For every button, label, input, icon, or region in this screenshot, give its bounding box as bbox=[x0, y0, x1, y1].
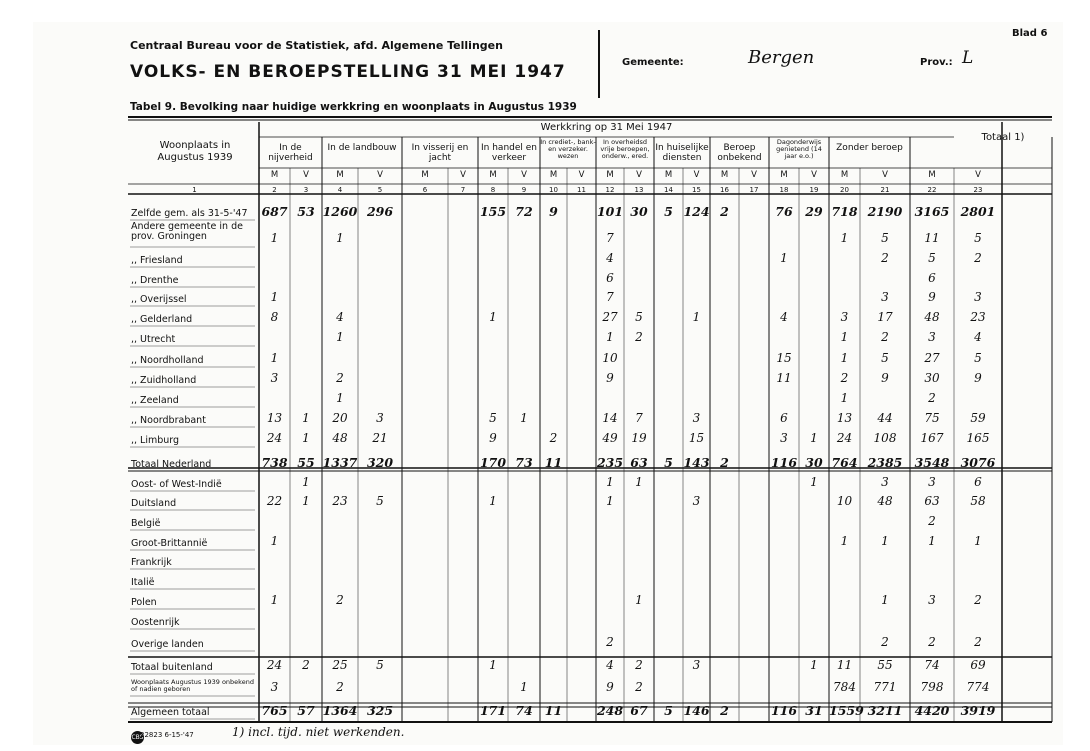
cell-r12-c10: 2 bbox=[549, 431, 558, 445]
row-label-4: ,, Drenthe bbox=[131, 275, 179, 286]
cell-r1-c9: 72 bbox=[515, 204, 533, 219]
cell-r12-c19: 1 bbox=[810, 431, 818, 445]
cell-r9-c4: 2 bbox=[336, 371, 344, 385]
cell-r9-c22: 30 bbox=[924, 371, 940, 385]
cell-r7-c4: 1 bbox=[336, 330, 344, 344]
cell-r3-c23: 2 bbox=[974, 251, 982, 265]
cell-r7-c20: 1 bbox=[840, 330, 849, 344]
row-label-20: Polen bbox=[131, 597, 157, 608]
cell-r11-c5: 3 bbox=[376, 411, 384, 425]
cell-r13-c19: 30 bbox=[805, 455, 823, 470]
cell-r13-c10: 11 bbox=[544, 455, 563, 470]
cell-r8-c20: 1 bbox=[840, 351, 849, 365]
cell-r6-c20: 3 bbox=[840, 310, 849, 324]
cell-r24-c9: 1 bbox=[520, 680, 528, 694]
group-header-6: In overheidsd vrije beroepen, onderw., ered. bbox=[600, 138, 650, 160]
cell-r9-c2: 3 bbox=[270, 371, 279, 385]
cell-r14-c3: 1 bbox=[302, 475, 310, 489]
cell-r13-c13: 63 bbox=[630, 455, 648, 470]
mv-label-15: V bbox=[693, 170, 700, 180]
cell-r25-c23: 3919 bbox=[960, 703, 996, 718]
cell-r17-c2: 1 bbox=[270, 534, 279, 548]
cell-r23-c21: 55 bbox=[877, 658, 893, 672]
cell-r25-c22: 4420 bbox=[914, 703, 950, 718]
row-label-2: Andere gemeente in de prov. Groningen bbox=[131, 221, 243, 242]
cell-r12-c12: 49 bbox=[602, 431, 618, 445]
cell-r12-c21: 108 bbox=[873, 431, 897, 445]
cell-r25-c14: 5 bbox=[664, 703, 673, 718]
cell-r7-c23: 4 bbox=[974, 330, 982, 344]
cell-r3-c18: 1 bbox=[780, 251, 788, 265]
cell-r24-c12: 9 bbox=[606, 680, 614, 694]
cell-r20-c13: 1 bbox=[635, 593, 643, 607]
cell-r12-c15: 15 bbox=[688, 431, 705, 445]
cell-r20-c2: 1 bbox=[270, 593, 279, 607]
cell-r1-c8: 155 bbox=[479, 204, 507, 219]
cell-r14-c23: 6 bbox=[974, 475, 982, 489]
col-number-5: 5 bbox=[377, 186, 383, 194]
cell-r6-c2: 8 bbox=[270, 310, 279, 324]
cell-r25-c10: 11 bbox=[544, 703, 563, 718]
cell-r13-c2: 738 bbox=[261, 455, 288, 470]
row-label-14: Oost- of West-Indië bbox=[131, 479, 222, 490]
cell-r4-c12: 6 bbox=[606, 271, 614, 285]
total-header: Totaal 1) bbox=[981, 132, 1025, 143]
row-label-22: Overige landen bbox=[131, 639, 204, 650]
cell-r12-c20: 24 bbox=[836, 431, 853, 445]
cell-r12-c22: 167 bbox=[920, 431, 944, 445]
col-number-15: 15 bbox=[692, 186, 701, 194]
row-label-19: Italië bbox=[131, 577, 155, 588]
mv-label-18: M bbox=[780, 170, 788, 180]
cell-r11-c18: 6 bbox=[780, 411, 788, 425]
mv-label-2: M bbox=[270, 170, 279, 180]
cell-r1-c20: 718 bbox=[831, 204, 858, 219]
row-label-21: Oostenrijk bbox=[131, 617, 180, 628]
mv-label-22: M bbox=[928, 170, 936, 180]
print-code: 22823 6-15-'47 bbox=[140, 731, 194, 739]
cell-r11-c12: 14 bbox=[602, 411, 618, 425]
row-label-1: Zelfde gem. als 31-5-'47 bbox=[131, 208, 248, 219]
cell-r11-c8: 5 bbox=[489, 411, 497, 425]
col-number-4: 4 bbox=[337, 186, 343, 194]
cell-r9-c12: 9 bbox=[606, 371, 614, 385]
col-number-8: 8 bbox=[490, 186, 496, 194]
group-header-4: In handel en verkeer bbox=[481, 143, 537, 163]
cell-r11-c13: 7 bbox=[635, 411, 643, 425]
row-label-12: ,, Limburg bbox=[131, 435, 180, 446]
cell-r15-c4: 23 bbox=[332, 494, 348, 508]
cell-r11-c22: 75 bbox=[924, 411, 940, 425]
cell-r10-c4: 1 bbox=[336, 391, 344, 405]
cell-r13-c12: 235 bbox=[596, 455, 624, 470]
cell-r24-c22: 798 bbox=[920, 680, 944, 694]
cell-r13-c22: 3548 bbox=[914, 455, 950, 470]
cell-r20-c21: 1 bbox=[881, 593, 889, 607]
cell-r17-c22: 1 bbox=[928, 534, 936, 548]
cell-r12-c18: 3 bbox=[780, 431, 788, 445]
cell-r15-c22: 63 bbox=[924, 494, 940, 508]
cell-r1-c2: 687 bbox=[261, 204, 288, 219]
mv-label-3: V bbox=[303, 170, 309, 180]
cell-r1-c3: 53 bbox=[297, 204, 315, 219]
cell-r25-c5: 325 bbox=[366, 703, 394, 718]
cell-r12-c2: 24 bbox=[266, 431, 283, 445]
row-label-15: Duitsland bbox=[131, 498, 177, 509]
cell-r3-c21: 2 bbox=[881, 251, 889, 265]
row-label-13: Totaal Nederland bbox=[131, 459, 212, 470]
col-number-3: 3 bbox=[303, 186, 309, 194]
cell-r22-c22: 2 bbox=[928, 635, 936, 649]
row-label-8: ,, Noordholland bbox=[131, 355, 204, 366]
cell-r23-c8: 1 bbox=[489, 658, 497, 672]
cell-r6-c23: 23 bbox=[970, 310, 986, 324]
cell-r5-c12: 7 bbox=[606, 290, 614, 304]
cell-r9-c23: 9 bbox=[974, 371, 982, 385]
cell-r23-c4: 25 bbox=[332, 658, 348, 672]
cell-r2-c21: 5 bbox=[881, 231, 889, 245]
cell-r22-c23: 2 bbox=[974, 635, 982, 649]
cell-r11-c20: 13 bbox=[836, 411, 853, 425]
group-header-8: Beroep onbekend bbox=[717, 143, 762, 163]
row-label-11: ,, Noordbrabant bbox=[131, 415, 206, 426]
footnote: 1) incl. tijd. niet werkenden. bbox=[232, 725, 405, 739]
mv-label-9: V bbox=[521, 170, 527, 180]
cell-r7-c12: 1 bbox=[606, 330, 614, 344]
cell-r25-c9: 74 bbox=[515, 703, 533, 718]
cell-r15-c8: 1 bbox=[489, 494, 497, 508]
cell-r20-c22: 3 bbox=[928, 593, 936, 607]
cell-r6-c13: 5 bbox=[635, 310, 643, 324]
cell-r24-c21: 771 bbox=[873, 680, 897, 694]
cell-r9-c21: 9 bbox=[881, 371, 889, 385]
prov-label: Prov.: bbox=[920, 57, 953, 68]
row-label-6: ,, Gelderland bbox=[131, 314, 193, 325]
cell-r17-c23: 1 bbox=[974, 534, 982, 548]
cell-r20-c23: 2 bbox=[974, 593, 982, 607]
row-label-17: Groot-Brittannië bbox=[131, 538, 208, 549]
cell-r7-c21: 2 bbox=[881, 330, 889, 344]
cell-r15-c23: 58 bbox=[970, 494, 986, 508]
cell-r1-c13: 30 bbox=[630, 204, 648, 219]
mv-label-20: M bbox=[840, 170, 849, 180]
cell-r23-c22: 74 bbox=[924, 658, 940, 672]
mv-label-10: M bbox=[549, 170, 558, 180]
row-label-3: ,, Friesland bbox=[131, 255, 183, 266]
col-number-19: 19 bbox=[809, 186, 819, 194]
cell-r13-c5: 320 bbox=[366, 455, 394, 470]
cell-r25-c19: 31 bbox=[805, 703, 823, 718]
cell-r24-c20: 784 bbox=[833, 680, 856, 694]
mv-label-12: M bbox=[606, 170, 614, 180]
bureau-name: Centraal Bureau voor de Statistiek, afd. Algemene Tellingen bbox=[130, 39, 503, 52]
cell-r23-c5: 5 bbox=[376, 658, 384, 672]
cell-r14-c21: 3 bbox=[881, 475, 889, 489]
cell-r2-c12: 7 bbox=[606, 231, 614, 245]
mv-label-6: M bbox=[421, 170, 429, 180]
cbs-logo: CBS bbox=[131, 731, 144, 744]
cell-r13-c16: 2 bbox=[720, 455, 729, 470]
cell-r5-c22: 9 bbox=[928, 290, 936, 304]
mv-label-14: M bbox=[664, 170, 673, 180]
cell-r1-c4: 1260 bbox=[322, 204, 358, 219]
cell-r25-c16: 2 bbox=[720, 703, 729, 718]
cell-r7-c22: 3 bbox=[928, 330, 936, 344]
cell-r22-c21: 2 bbox=[881, 635, 889, 649]
col-number-2: 2 bbox=[272, 186, 277, 194]
group-header-2: In de landbouw bbox=[327, 143, 397, 153]
cell-r24-c2: 3 bbox=[270, 680, 279, 694]
cell-r13-c8: 170 bbox=[479, 455, 507, 470]
cell-r25-c3: 57 bbox=[297, 703, 315, 718]
cell-r1-c22: 3165 bbox=[914, 204, 950, 219]
cell-r1-c19: 29 bbox=[805, 204, 823, 219]
cell-r1-c14: 5 bbox=[664, 204, 673, 219]
cell-r16-c22: 2 bbox=[928, 514, 936, 528]
cell-r25-c20: 1559 bbox=[829, 703, 864, 718]
cell-r13-c14: 5 bbox=[664, 455, 673, 470]
cell-r11-c21: 44 bbox=[877, 411, 893, 425]
cell-r11-c15: 3 bbox=[692, 411, 701, 425]
col-number-13: 13 bbox=[634, 186, 644, 194]
cell-r11-c4: 20 bbox=[332, 411, 348, 425]
cell-r1-c15: 124 bbox=[683, 204, 710, 219]
cell-r15-c3: 1 bbox=[302, 494, 310, 508]
mv-label-11: V bbox=[578, 170, 585, 180]
row-label-5: ,, Overijssel bbox=[131, 294, 187, 305]
col-number-12: 12 bbox=[605, 186, 615, 194]
cell-r2-c4: 1 bbox=[336, 231, 344, 245]
cell-r15-c15: 3 bbox=[692, 494, 701, 508]
cell-r13-c18: 116 bbox=[770, 455, 798, 470]
table-title: Tabel 9. Bevolking naar huidige werkkring en woonplaats in Augustus 1939 bbox=[130, 101, 577, 113]
row-label-23: Totaal buitenland bbox=[131, 662, 213, 673]
cell-r9-c20: 2 bbox=[840, 371, 849, 385]
row-label-7: ,, Utrecht bbox=[131, 334, 176, 345]
cell-r12-c8: 9 bbox=[489, 431, 497, 445]
mv-label-7: V bbox=[460, 170, 466, 180]
group-header-5: In crediet-, bank- en verzeker. wezen bbox=[540, 138, 596, 160]
col-number-11: 11 bbox=[577, 186, 586, 194]
col-number-22: 22 bbox=[927, 186, 937, 194]
cell-r8-c2: 1 bbox=[270, 351, 279, 365]
col-number-16: 16 bbox=[720, 186, 729, 194]
cell-r8-c21: 5 bbox=[881, 351, 889, 365]
cell-r24-c13: 2 bbox=[635, 680, 643, 694]
cell-r12-c3: 1 bbox=[302, 431, 310, 445]
mv-label-5: V bbox=[377, 170, 383, 180]
row-label-16: België bbox=[131, 518, 161, 529]
cell-r1-c12: 101 bbox=[596, 204, 624, 219]
cell-r12-c13: 19 bbox=[631, 431, 647, 445]
mv-label-23: V bbox=[975, 170, 981, 180]
col-number-1: 1 bbox=[192, 186, 197, 194]
cell-r13-c3: 55 bbox=[297, 455, 315, 470]
cell-r8-c12: 10 bbox=[602, 351, 618, 365]
col-number-7: 7 bbox=[460, 186, 466, 194]
cell-r24-c23: 774 bbox=[966, 680, 990, 694]
cell-r5-c21: 3 bbox=[881, 290, 889, 304]
mv-label-4: M bbox=[336, 170, 344, 180]
mv-label-17: V bbox=[751, 170, 757, 180]
cell-r23-c20: 11 bbox=[836, 658, 853, 672]
cell-r23-c13: 2 bbox=[635, 658, 643, 672]
cell-r11-c3: 1 bbox=[302, 411, 310, 425]
cell-r20-c4: 2 bbox=[336, 593, 344, 607]
col-number-17: 17 bbox=[749, 186, 759, 194]
col-number-14: 14 bbox=[664, 186, 673, 194]
cell-r23-c12: 4 bbox=[606, 658, 614, 672]
cell-r15-c21: 48 bbox=[877, 494, 893, 508]
cell-r25-c12: 248 bbox=[596, 703, 624, 718]
cell-r15-c12: 1 bbox=[606, 494, 614, 508]
cell-r1-c16: 2 bbox=[720, 204, 729, 219]
cell-r6-c22: 48 bbox=[924, 310, 940, 324]
cell-r14-c22: 3 bbox=[928, 475, 936, 489]
group-header-3: In visserij en jacht bbox=[411, 143, 469, 163]
census-title: VOLKS- EN BEROEPSTELLING 31 MEI 1947 bbox=[130, 62, 566, 82]
cell-r1-c18: 76 bbox=[775, 204, 793, 219]
group-header-10: Zonder beroep bbox=[836, 143, 903, 153]
row-label-18: Frankrijk bbox=[131, 557, 172, 568]
cell-r6-c18: 4 bbox=[780, 310, 788, 324]
col-number-18: 18 bbox=[779, 186, 789, 194]
cell-r8-c22: 27 bbox=[924, 351, 940, 365]
cell-r25-c13: 67 bbox=[630, 703, 648, 718]
cell-r3-c12: 4 bbox=[606, 251, 614, 265]
cell-r14-c19: 1 bbox=[810, 475, 818, 489]
cell-r22-c12: 2 bbox=[606, 635, 614, 649]
cell-r5-c2: 1 bbox=[270, 290, 279, 304]
gemeente-label: Gemeente: bbox=[622, 57, 684, 68]
werkkring-header: Werkkring op 31 Mei 1947 bbox=[540, 122, 673, 133]
prov-value: L bbox=[962, 48, 974, 68]
cell-r10-c20: 1 bbox=[840, 391, 849, 405]
cell-r4-c22: 6 bbox=[928, 271, 936, 285]
cell-r12-c23: 165 bbox=[966, 431, 990, 445]
stub-header: Woonplaats in Augustus 1939 bbox=[157, 140, 233, 163]
col-number-9: 9 bbox=[521, 186, 527, 194]
cell-r1-c21: 2190 bbox=[867, 204, 903, 219]
mv-label-13: V bbox=[636, 170, 642, 180]
cell-r1-c5: 296 bbox=[366, 204, 394, 219]
cell-r11-c9: 1 bbox=[520, 411, 528, 425]
cell-r17-c20: 1 bbox=[840, 534, 849, 548]
row-label-9: ,, Zuidholland bbox=[131, 375, 197, 386]
row-label-10: ,, Zeeland bbox=[131, 395, 179, 406]
cell-r9-c18: 11 bbox=[776, 371, 792, 385]
cell-r13-c21: 2385 bbox=[867, 455, 903, 470]
cell-r6-c8: 1 bbox=[489, 310, 497, 324]
cell-r25-c15: 146 bbox=[683, 703, 710, 718]
cell-r5-c23: 3 bbox=[974, 290, 982, 304]
row-label-25: Algemeen totaal bbox=[131, 707, 210, 718]
gemeente-value: Bergen bbox=[748, 47, 815, 68]
cell-r12-c5: 21 bbox=[372, 431, 388, 445]
cell-r11-c23: 59 bbox=[970, 411, 986, 425]
cell-r23-c3: 2 bbox=[302, 658, 310, 672]
cell-r15-c20: 10 bbox=[836, 494, 853, 508]
cell-r23-c15: 3 bbox=[692, 658, 701, 672]
mv-label-19: V bbox=[811, 170, 817, 180]
cell-r23-c19: 1 bbox=[810, 658, 818, 672]
col-number-20: 20 bbox=[840, 186, 849, 194]
cell-r6-c4: 4 bbox=[336, 310, 344, 324]
mv-label-8: M bbox=[489, 170, 497, 180]
cell-r13-c15: 143 bbox=[683, 455, 710, 470]
cell-r25-c4: 1364 bbox=[322, 703, 358, 718]
cell-r15-c2: 22 bbox=[266, 494, 283, 508]
cell-r23-c23: 69 bbox=[970, 658, 986, 672]
cell-r25-c18: 116 bbox=[770, 703, 798, 718]
cell-r2-c20: 1 bbox=[840, 231, 849, 245]
cell-r13-c9: 73 bbox=[515, 455, 533, 470]
cell-r1-c10: 9 bbox=[549, 204, 558, 219]
cell-r2-c22: 11 bbox=[924, 231, 940, 245]
cell-r6-c15: 1 bbox=[692, 310, 701, 324]
cell-r8-c18: 15 bbox=[776, 351, 792, 365]
cell-r14-c12: 1 bbox=[606, 475, 614, 489]
cell-r11-c2: 13 bbox=[266, 411, 283, 425]
cell-r13-c20: 764 bbox=[831, 455, 858, 470]
cell-r6-c12: 27 bbox=[602, 310, 618, 324]
col-number-21: 21 bbox=[880, 186, 890, 194]
cell-r23-c2: 24 bbox=[266, 658, 283, 672]
cell-r2-c23: 5 bbox=[974, 231, 982, 245]
cell-r25-c8: 171 bbox=[479, 703, 507, 718]
cell-r24-c4: 2 bbox=[336, 680, 344, 694]
mv-label-21: V bbox=[882, 170, 888, 180]
sheet-number: Blad 6 bbox=[1012, 28, 1048, 39]
cell-r12-c4: 48 bbox=[332, 431, 348, 445]
cell-r14-c13: 1 bbox=[635, 475, 643, 489]
cell-r17-c21: 1 bbox=[881, 534, 889, 548]
mv-label-16: M bbox=[720, 170, 729, 180]
cell-r6-c21: 17 bbox=[877, 310, 893, 324]
cell-r8-c23: 5 bbox=[974, 351, 982, 365]
cell-r1-c23: 2801 bbox=[960, 204, 996, 219]
cell-r25-c2: 765 bbox=[261, 703, 288, 718]
cell-r13-c23: 3076 bbox=[960, 455, 996, 470]
group-header-7: In huiselijke diensten bbox=[655, 143, 709, 163]
group-header-1: In de nijverheid bbox=[268, 143, 313, 163]
row-label-24: Woonplaats Augustus 1939 onbekend of nadien geboren bbox=[131, 678, 254, 693]
group-header-9: Dagonderwijs genietend (14 jaar e.o.) bbox=[776, 138, 822, 160]
cell-r7-c13: 2 bbox=[635, 330, 643, 344]
cell-r25-c21: 3211 bbox=[867, 703, 903, 718]
cell-r2-c2: 1 bbox=[270, 231, 279, 245]
col-number-23: 23 bbox=[973, 186, 983, 194]
cell-r15-c5: 5 bbox=[376, 494, 384, 508]
cell-r10-c22: 2 bbox=[928, 391, 936, 405]
cell-r3-c22: 5 bbox=[928, 251, 936, 265]
col-number-6: 6 bbox=[422, 186, 428, 194]
cell-r13-c4: 1337 bbox=[322, 455, 358, 470]
col-number-10: 10 bbox=[549, 186, 558, 194]
